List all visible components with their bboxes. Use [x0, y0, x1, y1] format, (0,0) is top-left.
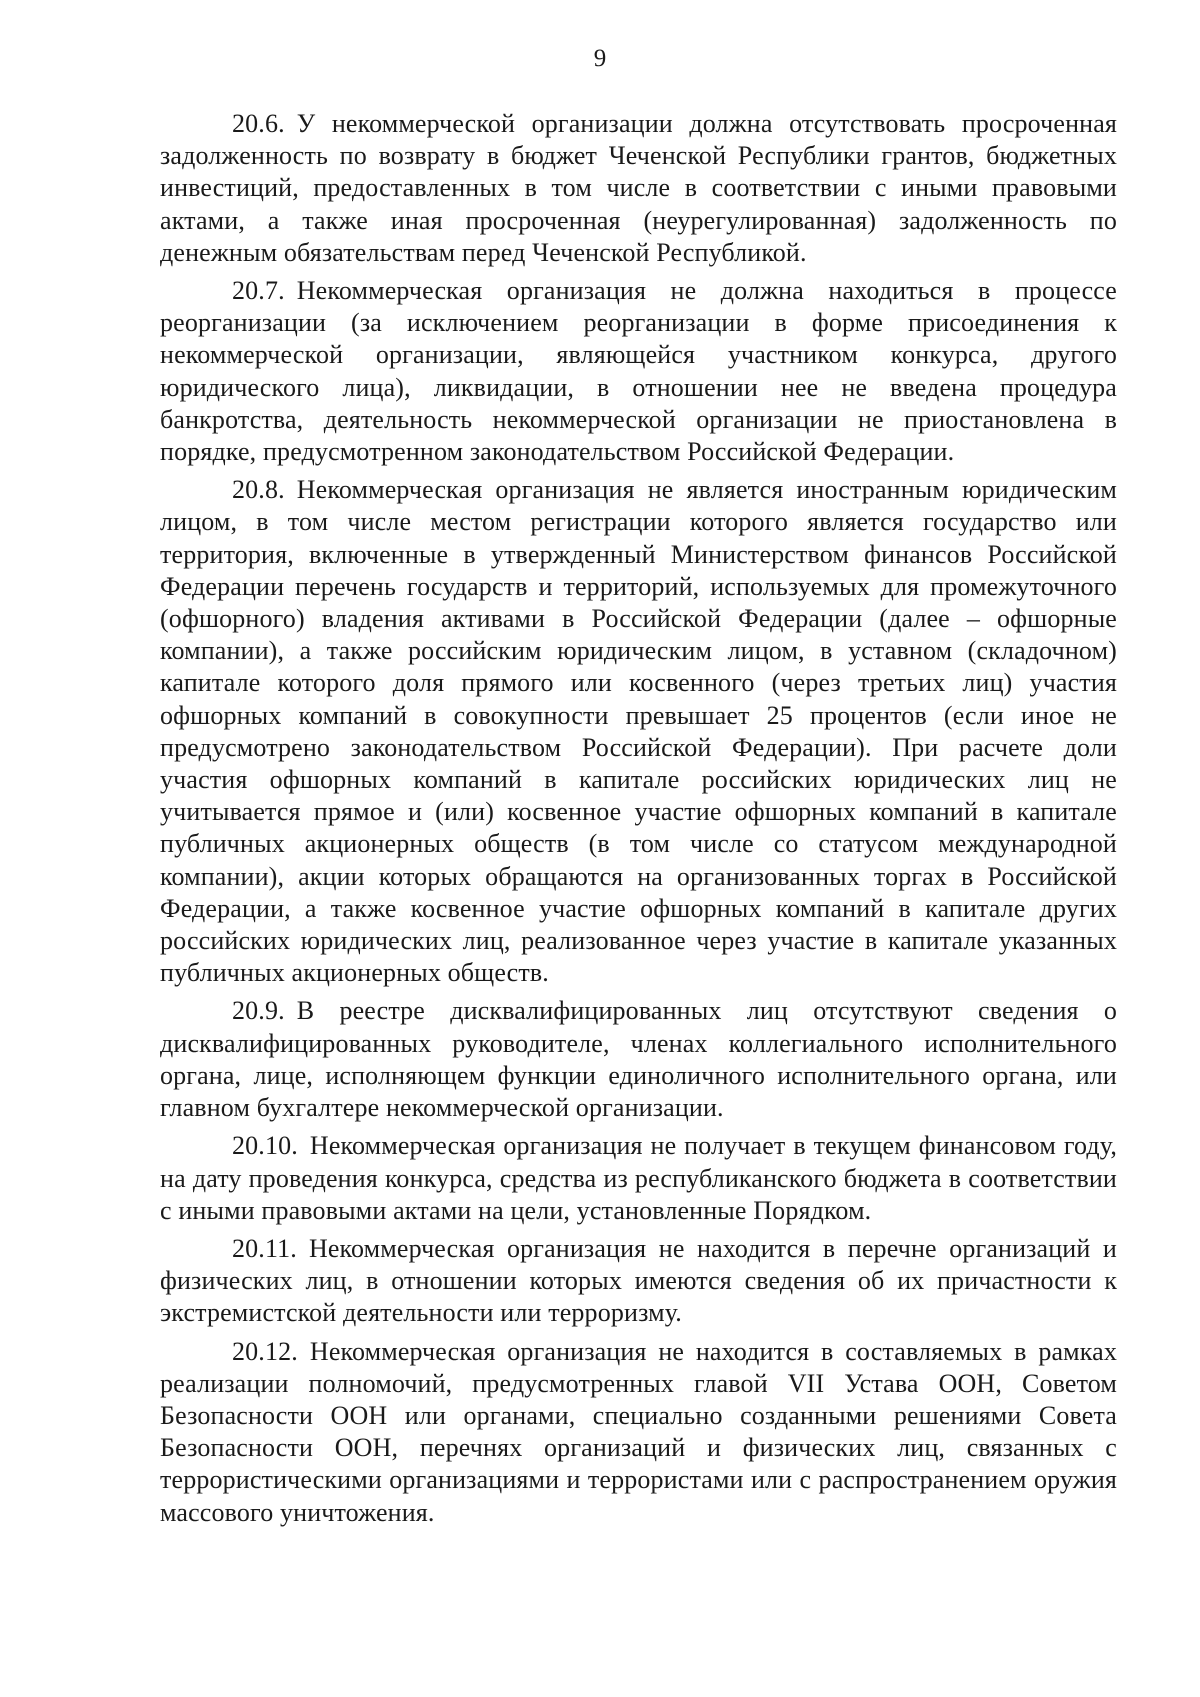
paragraph-number: 20.7. [232, 276, 285, 306]
paragraph-text: Некоммерческая организация не является иностранным юридическим лицом, в том числе местом регистрации которого является государство или территория, включенные в утвержденный Министерством финансов Российской Федерации перечень государств и территорий, используемых для промежуточного (офшорного) владения активами в Российской Федерации (далее – офшорные компании), а также российским юридическим лицом, в уставном (складочном) капитале которого доля прямого или косвенного (через третьих лиц) участия офшорных компаний в совокупности превышает 25 процентов (если иное не предусмотрено законодательством Российской Федерации). При расчете доли участия офшорных компаний в капитале российских юридических лиц не учитывается прямое и (или) косвенное участие офшорных компаний в капитале публичных акционерных обществ (в том числе со статусом международной компании), акции которых обращаются на организованных торгах в Российской Федерации, а также косвенное участие офшорных компаний в капитале других российских юридических лиц, реализованное через участие в капитале указанных публичных акционерных обществ. [160, 475, 1117, 988]
paragraph-number: 20.9. [232, 996, 285, 1026]
paragraph-20-6 [160, 108, 1117, 269]
document-body [160, 108, 1117, 1535]
page-number: 9 [593, 45, 607, 72]
paragraph-number: 20.6. [232, 109, 285, 138]
paragraph-text: Некоммерческая организация не находится в перечне организаций и физических лиц, в отношении которых имеются сведения об их причастности к экстремистской деятельности или терроризму. [160, 1233, 1117, 1328]
paragraph-20-11 [160, 1233, 1117, 1330]
paragraph-20-9 [160, 995, 1117, 1124]
paragraph-number: 20.10. [232, 1131, 298, 1161]
paragraph-20-10 [160, 1130, 1117, 1227]
paragraph-20-12 [160, 1336, 1117, 1529]
paragraph-text: Некоммерческая организация не должна находиться в процессе реорганизации (за исключением реорганизации в форме присоединения к некоммерческой организации, являющейся участником конкурса, другого юридического лица), ликвидации, в отношении нее не введена процедура банкротства, деятельность некоммерческой организации не приостановлена в порядке, предусмотренном законодательством Российской Федерации. [160, 276, 1117, 467]
paragraph-20-8 [160, 474, 1117, 989]
paragraph-number: 20.11. [232, 1233, 297, 1263]
paragraph-20-7 [160, 275, 1117, 468]
paragraph-text: Некоммерческая организация не находится в составляемых в рамках реализации полномочий, предусмотренных главой VII Устава ООН, Советом Безопасности ООН или органами, специально созданными решениями Совета Безопасности ООН, перечнях организаций и физических лиц, связанных с террористическими организациями и террористами или с распространением оружия массового уничтожения. [160, 1336, 1117, 1527]
paragraph-text: В реестре дисквалифицированных лиц отсутствуют сведения о дисквалифицированных руководителе, членах коллегиального исполнительного органа, лице, исполняющем функции единоличного исполнительного органа, или главном бухгалтере некоммерческой организации. [160, 996, 1117, 1123]
paragraph-number: 20.12. [232, 1336, 298, 1366]
paragraph-text: Некоммерческая организация не получает в текущем финансовом году, на дату проведения конкурса, средства из республиканского бюджета в соответствии с иными правовыми актами на цели, установленные Порядком. [160, 1131, 1117, 1225]
paragraph-number: 20.8. [232, 475, 285, 505]
paragraph-text: У некоммерческой организации должна отсутствовать просроченная задолженность по возврату в бюджет Чеченской Республики грантов, бюджетных инвестиций, предоставленных в том числе в соответствии с иными правовыми актами, а также иная просроченная (неурегулированная) задолженность по денежным обязательствам перед Чеченской Республикой. [160, 109, 1117, 267]
